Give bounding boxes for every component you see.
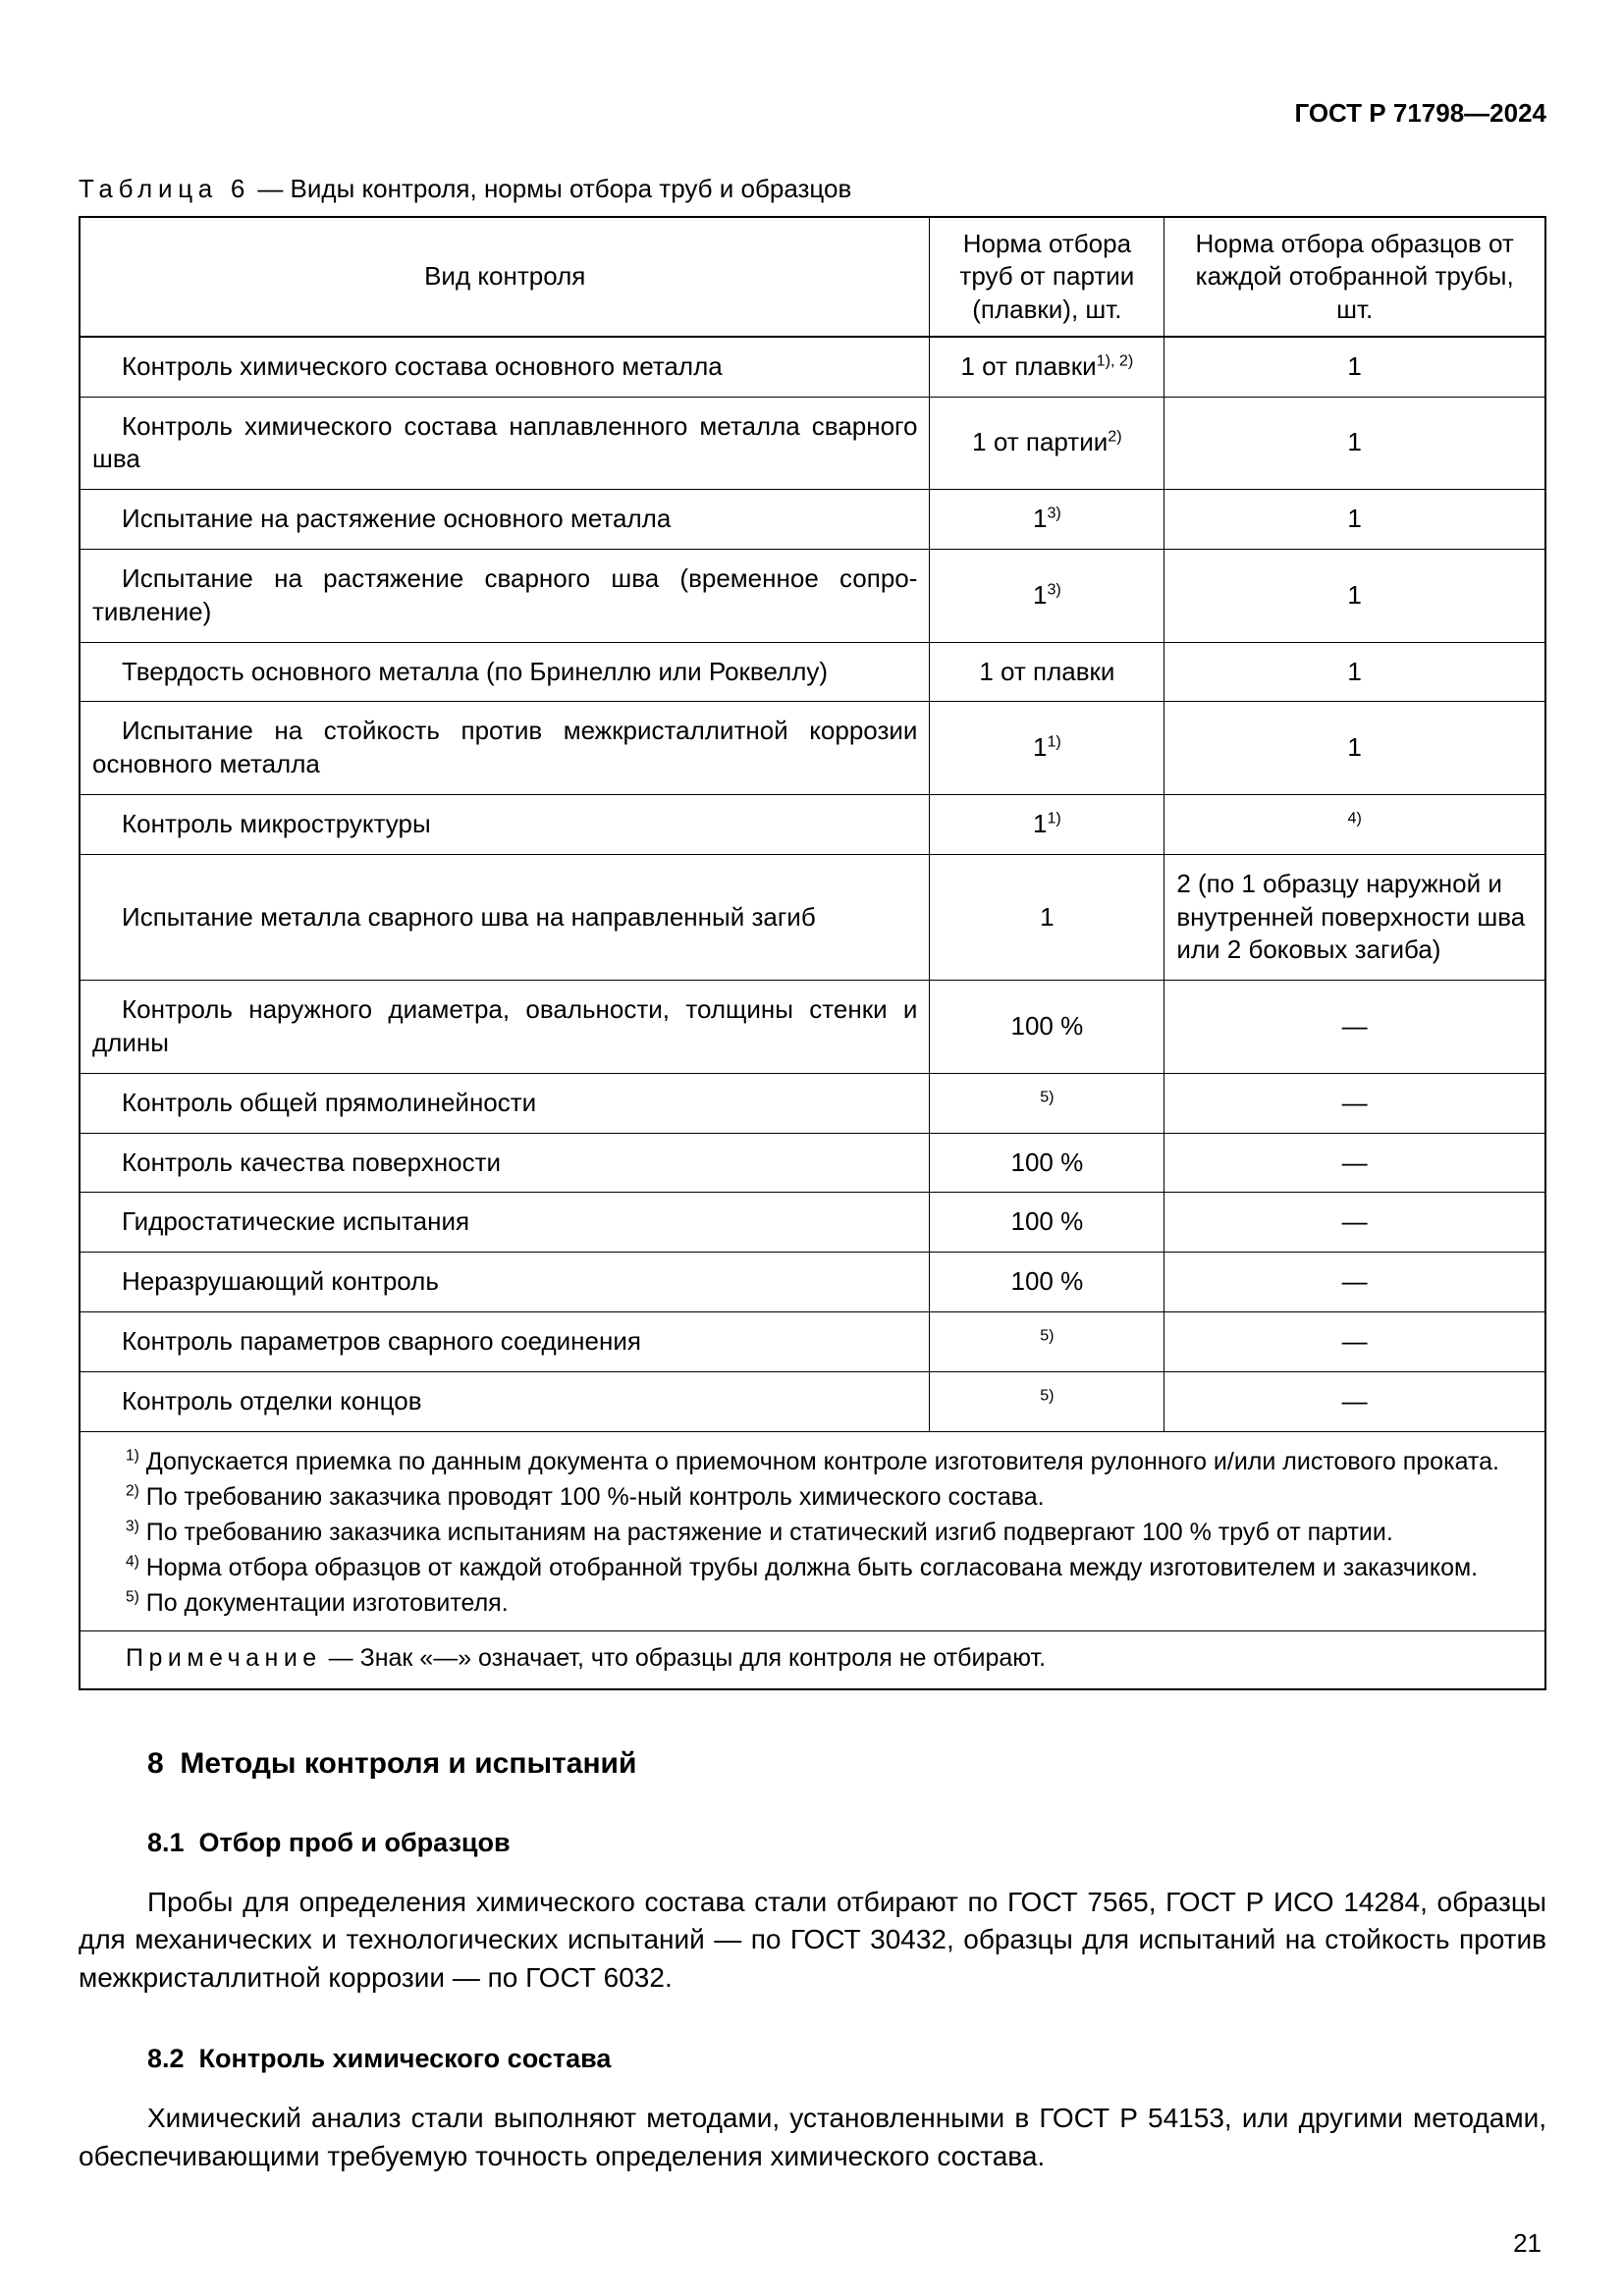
section-heading-8: 8 Методы контроля и испытаний — [147, 1746, 637, 1780]
col-header-sample-norm: Норма отбора образцов от каждой отобранной трубы, шт. — [1164, 217, 1545, 337]
table-cell: Контроль химического состава наплавленного металла сварного шва — [80, 397, 930, 490]
table-cell: 5) — [930, 1371, 1164, 1431]
doc-code-header: ГОСТ Р 71798—2024 — [1294, 98, 1546, 128]
table-footer — [80, 1431, 1545, 1689]
table-cell: 1$^{1)}$ — [930, 794, 1164, 854]
col-header-control-type: Вид контроля — [80, 217, 930, 337]
page-number: 21 — [1513, 2228, 1542, 2258]
table-footnote: $^{5)}$ По документации изготовителя. — [126, 1588, 509, 1617]
table-row — [80, 794, 1545, 854]
table-cell: 1 — [930, 854, 1164, 980]
table-cell: 1 от плавки$^{1), 2)}$ — [930, 337, 1164, 397]
table-cell: Неразрушающий контроль — [80, 1253, 930, 1312]
table-row — [80, 549, 1545, 642]
table-cell: Контроль микроструктуры — [80, 794, 930, 854]
table-header — [80, 217, 1545, 337]
table-cell: — — [1164, 1193, 1545, 1253]
table-row — [80, 1073, 1545, 1133]
table-cell: Контроль качества поверхности — [80, 1133, 930, 1193]
table-row — [80, 490, 1545, 550]
table-cell: 1 — [1164, 337, 1545, 397]
table-cell: Контроль параметров сварного соединения — [80, 1311, 930, 1371]
table-cell: Испытание на растяжение основного металла — [80, 490, 930, 550]
table-caption-title: — Виды контроля, нормы отбора труб и образцов — [250, 174, 852, 203]
table-row — [80, 702, 1545, 795]
table-cell: 1 — [1164, 397, 1545, 490]
table-cell: 5) — [930, 1311, 1164, 1371]
table-cell: 1$^{3)}$ — [930, 490, 1164, 550]
table-cell: 5) — [930, 1073, 1164, 1133]
table-cell: — — [1164, 1311, 1545, 1371]
table-cell: 1 от плавки — [930, 642, 1164, 702]
table-body — [80, 337, 1545, 1431]
table-cell: Гидростатические испытания — [80, 1193, 930, 1253]
table-row — [80, 854, 1545, 980]
table-cell: Контроль общей прямолинейности — [80, 1073, 930, 1133]
table-row — [80, 1371, 1545, 1431]
table-cell: 1 — [1164, 490, 1545, 550]
table-row — [80, 1193, 1545, 1253]
table-row — [80, 981, 1545, 1074]
table-footnote: $^{4)}$ Норма отбора образцов от каждой отобранной трубы должна быть согласована между изготовителем и заказчиком. — [126, 1553, 1479, 1581]
table-footnotes-row — [80, 1431, 1545, 1689]
table-cell: 1$^{3)}$ — [930, 549, 1164, 642]
table-footnote: $^{3)}$ По требованию заказчика испытаниям на растяжение и статический изгиб подвергают 100 % труб от партии. — [126, 1518, 1393, 1546]
paragraph-8-1: Пробы для определения химического состава стали отбирают по ГОСТ 7565, ГОСТ Р ИСО 14284, образцы для механических и технологических испытаний — по ГОСТ 30432, образцы для испытаний на стойкость против межкристаллитной коррозии — по ГОСТ 6032. — [79, 1886, 1546, 1993]
table-cell: — — [1164, 1371, 1545, 1431]
table-footnote: $^{1)}$ Допускается приемка по данным документа о приемочном контроле изготовителя рулонного и/или листового проката. — [126, 1447, 1499, 1475]
table-row — [80, 642, 1545, 702]
table-caption — [79, 174, 1546, 204]
table-cell: 1$^{1)}$ — [930, 702, 1164, 795]
table-row — [80, 397, 1545, 490]
table-cell: 1 — [1164, 702, 1545, 795]
table-cell: 100 % — [930, 1133, 1164, 1193]
table-cell: — — [1164, 981, 1545, 1074]
table-cell: Испытание на растяжение сварного шва (временное сопротивление) — [80, 549, 930, 642]
table-cell: 100 % — [930, 1193, 1164, 1253]
table-footnote: $^{2)}$ По требованию заказчика проводят 100 %-ный контроль химического состава. — [126, 1482, 1045, 1511]
table-cell: Контроль наружного диаметра, овальности, толщины стенки и длины — [80, 981, 930, 1074]
table-cell: 100 % — [930, 1253, 1164, 1312]
table-note-text: — Знак «—» означает, что образцы для контроля не отбирают. — [321, 1643, 1047, 1672]
table-caption-label: Таблица 6 — [79, 174, 251, 203]
table-footnotes-cell — [80, 1431, 1545, 1689]
subsection-heading-8-2: 8.2 Контроль химического состава — [147, 2044, 612, 2074]
table-cell: 1 от партии$^{2)}$ — [930, 397, 1164, 490]
table-cell: 4) — [1164, 794, 1545, 854]
col-header-pipe-norm: Норма отбора труб от партии (плавки), шт. — [930, 217, 1164, 337]
table-note-label: Примечание — [126, 1643, 322, 1672]
table-row — [80, 337, 1545, 397]
table-cell: Испытание металла сварного шва на направленный загиб — [80, 854, 930, 980]
table-cell: — — [1164, 1073, 1545, 1133]
table-cell: Контроль химического состава основного металла — [80, 337, 930, 397]
control-norms-table — [79, 216, 1546, 1690]
table-cell: Испытание на стойкость против межкристаллитной коррозии основного металла — [80, 702, 930, 795]
table-row — [80, 1253, 1545, 1312]
footnotes — [81, 1432, 1544, 1630]
table-cell: — — [1164, 1133, 1545, 1193]
table-row — [80, 1311, 1545, 1371]
table-header-row — [80, 217, 1545, 337]
table-cell: 2 (по 1 образцу наружной и внутренней поверхности шва или 2 боковых загиба) — [1164, 854, 1545, 980]
table-note — [81, 1630, 1544, 1688]
table-cell: 100 % — [930, 981, 1164, 1074]
table-cell: Контроль отделки концов — [80, 1371, 930, 1431]
subsection-heading-8-1: 8.1 Отбор проб и образцов — [147, 1827, 511, 1857]
table-cell: 1 — [1164, 549, 1545, 642]
table-cell: 1 — [1164, 642, 1545, 702]
paragraph-8-2: Химический анализ стали выполняют методами, установленными в ГОСТ Р 54153, или другими методами, обеспечивающими требуемую точность определения химического состава. — [79, 2103, 1546, 2172]
table-cell: — — [1164, 1253, 1545, 1312]
table-row — [80, 1133, 1545, 1193]
table-cell: Твердость основного металла (по Бринеллю или Роквеллу) — [80, 642, 930, 702]
